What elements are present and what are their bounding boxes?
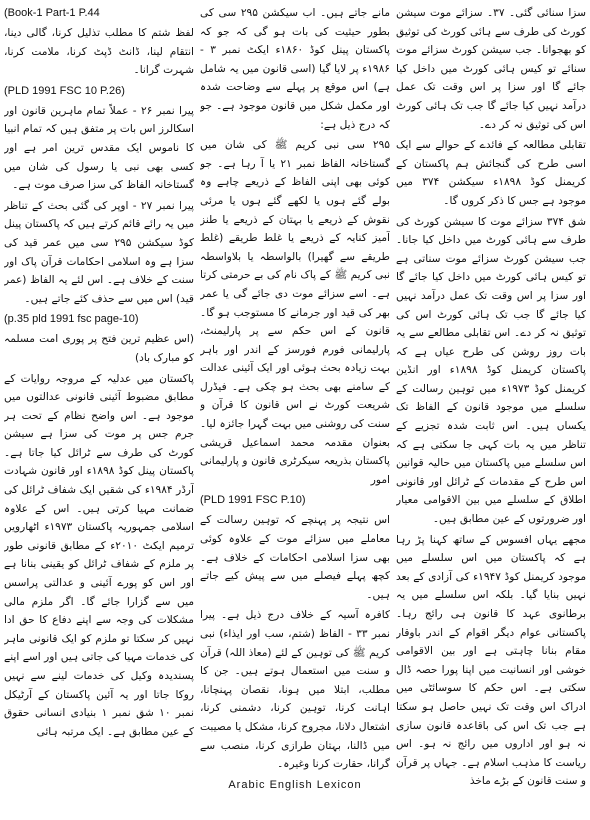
paragraph: پیرا نمبر ۲۷ - اوپر کی گئی بحث کے تناظر میں یہ رائے قائم کرتے ہیں کہ پاکستان پینل کوڈ سیکشن ۲۹۵ سی میں عمر قید کی سزا ہے وہ اسلامی احکامات قرآن پاک اور سنت کے خلاف ہے۔ اس لئے یہ الفاظ (عمر قید) اس میں سے حذف کئے جاتے ہیں۔ — [4, 199, 194, 305]
paragraph: (اس عظیم ترین فتح پر پوری امت مسلمہ کو مبارک باد) — [4, 333, 194, 364]
paragraph: پاکستان میں عدلیہ کے مروجہ روایات کے مطابق مضبوط آئینی قانونی عدالتوں میں موجود ہے۔ اس واضح نظام کے تحت ہر جرم جس پر موت کی سزا ہے سیشن کورٹ کی طرف سے ٹرائل کیا جاتا ہے۔ پاکستان پینل کوڈ ۱۸۹۸ء اور قانون شہادت آرڈر ۱۹۸۴ء کی شقیں ایک شفاف ٹرائل کی ضمانت مہیا کرتی ہیں۔ اس کے علاوہ اسلامی جمہوریہ پاکستان ۱۹۷۳ء اٹھارویں ترمیم ایکٹ ۲۰۱۰ء کے مطابق قانونی طور پر ملزم کے شفاف ٹرائل کو یقینی بنانا ہے اور اس کو پورے آئینی و عدالتی پراسس میں سے گزارا جائے گا۔ اگر ملزم مالی مشکلات کی وجہ سے اپنے دفاع کا حق ادا نہیں کر سکتا تو ملزم کو ایک قانونی ماہر کی خدمات مہیا کی جاتی ہیں اور اسے اپنے پسندیدہ وکیل کی خدمات لینے سے نہیں روکا جاتا اور یہ آئین پاکستان کے آرٹیکل نمبر ۱۰ شق نمبر ۱ بنیادی انسانی حقوق کے عین مطابق ہے۔ ایک مرتبہ ہائی — [4, 372, 194, 738]
column-middle — [200, 4, 390, 816]
paragraph: سزا سنائی گئی۔ ۳۷۔ سزائے موت سیشن کورٹ کی طرف سے ہائی کورٹ کی توثیق کو بھجوانا۔ جب سیشن کورٹ سزائے موت سنائے تو کیس ہائی کورٹ میں داخل کیا جائے گا اور سزا پر اس وقت تک عمل درآمد نہیں کیا جائے گا جب تک ہائی کورٹ اس کی توثیق نہ کر دے۔ — [396, 7, 586, 131]
paragraph: اس نتیجہ پر پہنچے کہ توہین رسالت کے معاملے میں سزائے موت کے علاوہ کوئی بھی سزا اسلامی احکامات کے خلاف ہے۔ کچھ پہلے فیصلے میں سے پیش کیے جاتے ہیں۔ — [200, 514, 390, 601]
column-left — [4, 4, 194, 816]
paragraph: تقابلی مطالعہ کے فائدے کے حوالے سے ایک اسی طرح کی گنجائش ہم پاکستان کے کریمنل کوڈ ۱۸۹۸ء سیکشن ۳۷۴ میں موجود ہے جس کا ذکر کروں گا۔ — [396, 139, 586, 207]
paragraph: مجھے یہاں افسوس کے ساتھ کہنا پڑ رہا ہے کہ پاکستان میں اس سلسلے میں موجود کریمنل کوڈ ۱۹۴۷ء کی آزادی کے بعد نہیں بنایا گیا۔ بلکہ اس سلسلے میں یہ برطانوی عہد کا قانون ہی رائج رہا۔ پاکستانی عوام دیگر اقوام کے اندر باوقار مقام بنانا چاہتی ہے اور بین الاقوامی خوشی اور انسانیت میں اپنا پورا حصہ ڈال سکتی ہے۔ اس حکم کا سوسائٹی میں ادراک اس وقت تک نہیں حاصل ہو سکتا ہے جب تک اس کی باقاعدہ قانون سازی نہ ہو اور اداروں میں رائج نہ ہو۔ اس ریاست کا مذہب اسلام ہے۔ جہاں پر قرآن و سنت قانون کے بڑے ماخذ — [396, 533, 586, 788]
paragraph: مانے جاتے ہیں۔ اب سیکشن ۲۹۵ سی کی بطور حیثیت کی بات ہو گی کہ جو کہ پاکستان پینل کوڈ ۱۸۶۰ء ایکٹ نمبر ۳ - ۱۹۸۶ء پر لایا گیا (اسی قانون میں یہ شامل ہے) اس موقع پر پہلے سے وضاحت شدہ اور مکمل شکل میں قانون موجود ہے۔ جو کہ درج ذیل ہے: — [200, 7, 390, 131]
paragraph: شق ۳۷۴ سزائے موت کا سیشن کورٹ کی طرف سے ہائی کورٹ میں داخل کیا جانا۔ جب سیشن کورٹ سزائے موت سناتی ہے تو کیس ہائی کورٹ میں داخل کیا جائے گا اور سزا پر اس وقت تک عمل درآمد نہیں کیا جائے گا جب تک ہائی کورٹ اس کی توثیق نہ کر دے۔ اس تقابلی مطالعے سے یہ بات روز روشن کی طرح عیاں ہے کہ پاکستان کریمنل کوڈ ۱۸۹۸ء اور انڈین کریمنل کوڈ ۱۹۷۳ء میں توہین رسالت کے سلسلے میں موجود قانون کے الفاظ تک یکساں ہیں۔ اس ثابت شدہ تجزیے کے تناظر میں یہ بات کہی جا سکتی ہے کہ اس سلسلے میں پاکستان میں حالیہ قوانین اس طرح کے مقدمات کے ٹرائل اور قانونی اطلاق کے سلسلے میں بین الاقوامی معیار اور ضرورتوں کے عین مطابق ہیں۔ — [396, 215, 586, 526]
paragraph: کافرہ آسیہ کے خلاف درج ذیل ہے۔ پیرا نمبر ۳۳ - الفاظ (شتم، سب اور ایذاء) نبی کریم ﷺ کی توہین کے لئے (معاذ اللہ) قرآن و سنت میں استعمال ہوتے ہیں۔ جن کا مطلب، ابتلا میں ہونا، نقصان پہنچانا، اہانت کرنا، توہین کرنا، دشمنی کرنا، اشتعال دلانا، مجروح کرنا، مشکل یا مصیبت میں ڈالنا، بہتان طرازی کرنا، منصب سے گرانا، حقارت کرنا وغیرہ۔ — [200, 609, 390, 771]
citation: (PLD 1991 FSC P.10) — [200, 494, 306, 507]
citation: (PLD 1991 FSC 10 P.26) — [4, 84, 125, 97]
column-right — [396, 4, 586, 816]
paragraph: لفظ شتم کا مطلب تذلیل کرنا، گالی دینا، انتقام لینا، ڈانٹ ڈپٹ کرنا، ملامت کرنا، شہرت گرانا۔ — [4, 27, 194, 77]
document-page — [4, 4, 586, 816]
paragraph: ۲۹۵ سی نبی کریم ﷺ کی شان میں گستاخانہ الفاظ نمبر ۲۱ یا آ رہا ہے۔ جو کوئی بھی اپنی الفاظ کے ذریعے چاہے وہ بولے گئے ہوں یا لکھے گئے ہوں یا مرئی نقوش کے ذریعے یا بہتان کے ذریعے یا طنز آمیز کنایہ کے ذریعے یا غلط طریقے (غلط طریقے سے گھیرا) بالواسطہ یا بلاواسطہ نبی کریم ﷺ کے پاک نام کی بے حرمتی کرتا ہے۔ اسے سزائے موت دی جائے گی یا عمر بھر کی قید اور جرمانے کا مستوجب ہو گا۔ قانون کے اس حکم سے پر پارلیمنٹ، پارلیمانی فورم فورسز کے اندر اور باہر بہت زیادہ بحث ہوئی اور ایک آئینی عدالت کے سامنے بھی بحث ہو چکی ہے۔ فیڈرل شریعت کورٹ نے اس قانون کا قرآن و سنت کی روشنی میں بہت گہرا جائزہ لیا۔ بعنوان مقدمہ محمد اسماعیل قریشی پاکستان بذریعہ سیکرٹری قانون و پارلیمانی امور — [200, 139, 390, 486]
paragraph: پیرا نمبر ۲۶ - عملاً تمام ماہرین قانون اور اسکالرز اس بات پر متفق ہیں کہ تمام انبیا کا ناموس ایک مقدس ترین امر ہے اور کسی بھی نبی یا رسول کی شان میں گستاخانہ الفاظ کی سزا صرف موت ہے۔ — [4, 104, 194, 192]
citation: (p.35 pld 1991 fsc page-10) — [4, 313, 139, 326]
book-reference: (Book-1 Part-1 P.44 — [4, 7, 100, 19]
lexicon-line — [200, 776, 390, 795]
lexicon-reference: Arabic English Lexicon — [228, 778, 362, 791]
